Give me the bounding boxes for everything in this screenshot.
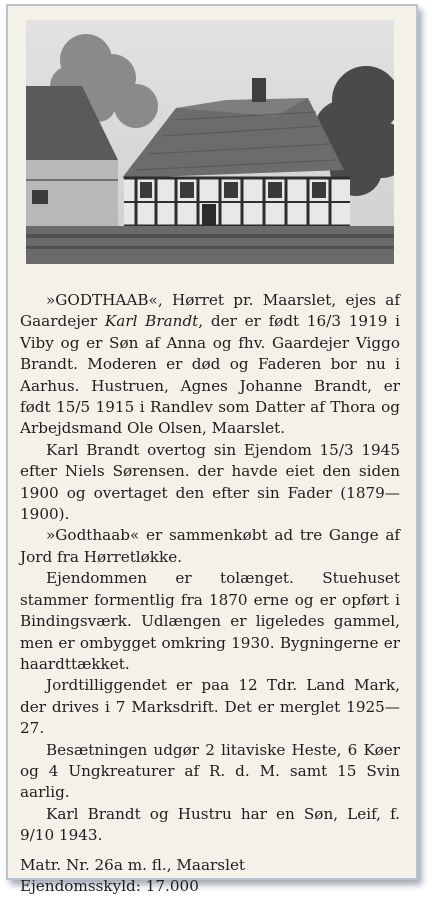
article-text	[20, 290, 400, 897]
intro-rest: , der er født 16/3 1919 i Viby og er Søn af Anna og fhv. Gaardejer Viggo Brandt. Moderen er død og Faderen bor nu i Aarhus. Hustruen, Agnes Johanne Brandt, er født 15/5 1915 i Randlev som Datter af Thora og Arbejdsmand Ole Olsen, Maarslet.	[20, 312, 401, 438]
owner-name: Karl Brandt	[104, 312, 199, 331]
intro-paragraph	[20, 290, 400, 440]
ownership-paragraph: Karl Brandt overtog sin Ejendom 15/3 1945 efter Niels Sørensen. der havde eiet den siden 1900 og overtaget den efter sin Fader (1879—1900).	[20, 440, 400, 524]
property-valuation: Ejendomsskyld: 17.000	[20, 876, 199, 895]
buildings-paragraph: Ejendommen er tolænget. Stuehuset stammer formentlig fra 1870 erne og er opført i Bindingsværk. Udlængen er ligeledes gammel, men er ombygget omkring 1930. Bygningerne er haardttækket.	[20, 569, 400, 673]
farmhouse-photo	[26, 20, 394, 264]
cadastral-number: Matr. Nr. 26a m. fl., Maarslet	[20, 855, 246, 874]
family-paragraph: Karl Brandt og Hustru har en Søn, Leif, f. 9/10 1943.	[20, 804, 400, 845]
acreage-paragraph: Jordtilliggendet er paa 12 Tdr. Land Mark, der drives i 7 Marksdrift. Det er merglet 1925—27.	[20, 676, 400, 738]
livestock-paragraph: Besætningen udgør 2 litaviske Heste, 6 Køer og 4 Ungkreaturer af R. d. M. samt 15 Svin aarlig.	[20, 740, 400, 802]
intro-lead: »GODTHAAB«, Hørret pr. Maarslet, ejes af Gaardejer	[20, 291, 400, 331]
land-paragraph: »Godthaab« er sammenkøbt ad tre Gange af Jord fra Hørretløkke.	[20, 526, 400, 566]
farmhouse-illustration	[26, 20, 394, 264]
article-card	[6, 4, 418, 895]
